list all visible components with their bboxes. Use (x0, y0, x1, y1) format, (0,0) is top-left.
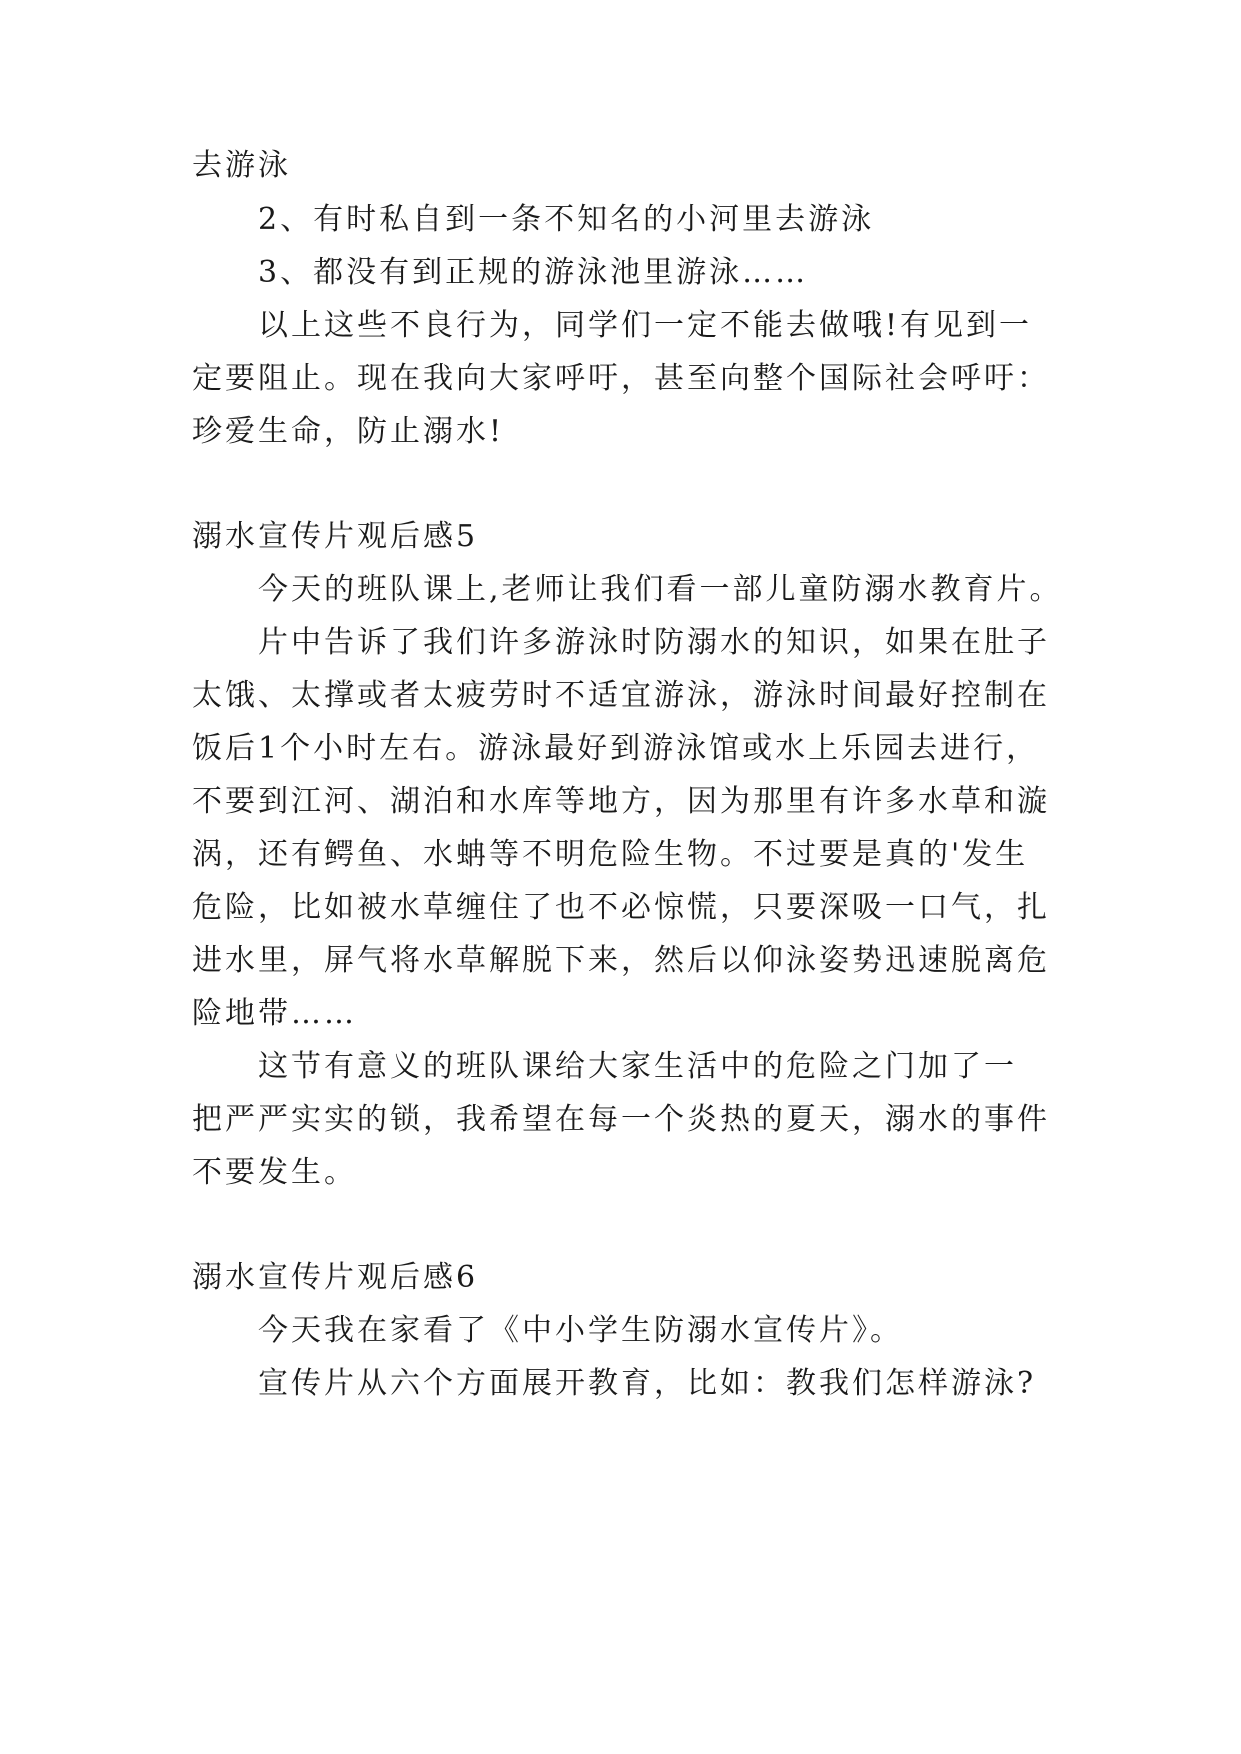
paragraph-line: 今天我在家看了《中小学生防溺水宣传片》。 (258, 1313, 903, 1348)
list-item: 2、有时私自到一条不知名的小河里去游泳 (258, 202, 875, 237)
paragraph-line: 这节有意义的班队课给大家生活中的危险之门加了一 (258, 1049, 1017, 1084)
section-heading: 溺水宣传片观后感5 (192, 519, 479, 554)
paragraph-line: 危险，比如被水草缠住了也不必惊慌，只要深吸一口气，扎 (192, 890, 1050, 925)
paragraph-line: 以上这些不良行为，同学们一定不能去做哦!有见到一 (258, 308, 1033, 343)
paragraph-line: 去游泳 (192, 148, 291, 183)
paragraph-line: 涡，还有鳄鱼、水蚺等不明危险生物。不过要是真的'发生 (192, 837, 1029, 872)
paragraph-line: 片中告诉了我们许多游泳时防溺水的知识，如果在肚子 (258, 625, 1050, 660)
paragraph-line: 珍爱生命，防止溺水! (192, 414, 505, 449)
paragraph-line: 太饿、太撑或者太疲劳时不适宜游泳，游泳时间最好控制在 (192, 678, 1050, 713)
paragraph-line: 险地带…… (192, 996, 357, 1031)
paragraph-line: 饭后1个小时左右。游泳最好到游泳馆或水上乐园去进行， (192, 731, 1040, 766)
section-heading: 溺水宣传片观后感6 (192, 1260, 479, 1295)
list-item: 3、都没有到正规的游泳池里游泳…… (258, 255, 809, 290)
paragraph-line: 宣传片从六个方面展开教育，比如：教我们怎样游泳? (258, 1366, 1037, 1401)
paragraph-line: 不要发生。 (192, 1155, 357, 1190)
paragraph-line: 今天的班队课上,老师让我们看一部儿童防溺水教育片。 (258, 572, 1063, 607)
paragraph-line: 把严严实实的锁，我希望在每一个炎热的夏天，溺水的事件 (192, 1102, 1050, 1137)
paragraph-line: 定要阻止。现在我向大家呼吁，甚至向整个国际社会呼吁： (192, 361, 1050, 396)
paragraph-line: 不要到江河、湖泊和水库等地方，因为那里有许多水草和漩 (192, 784, 1050, 819)
paragraph-line: 进水里，屏气将水草解脱下来，然后以仰泳姿势迅速脱离危 (192, 943, 1050, 978)
